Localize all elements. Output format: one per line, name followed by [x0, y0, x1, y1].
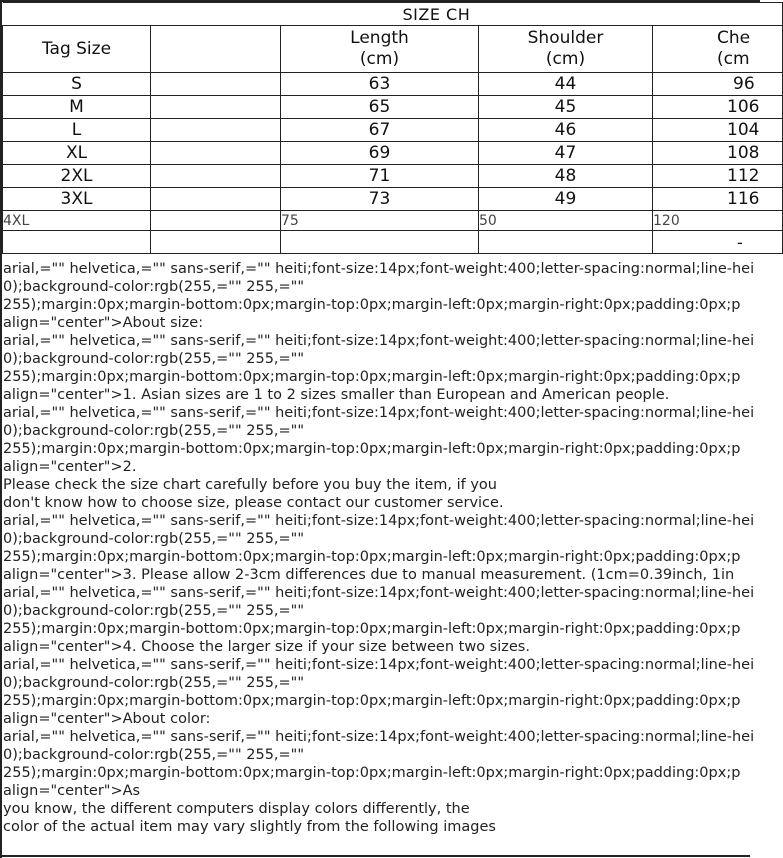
- note-line: arial,="" helvetica,="" sans-serif,="" heiti;font-size:14px;font-weight:400;letter-spacing:normal;line-hei: [3, 405, 755, 421]
- note-line: 255);margin:0px;margin-bottom:0px;margin-top:0px;margin-left:0px;margin-right:0px;padding:0px;p: [3, 621, 741, 637]
- note-line: 0);background-color:rgb(255,="" 255,="": [3, 351, 305, 367]
- size-notes-text: [3, 260, 755, 836]
- chest-cell: 96: [653, 73, 783, 96]
- note-line: align="center">1. Asian sizes are 1 to 2 sizes smaller than European and American people.: [3, 387, 670, 403]
- chest-cell: 104: [653, 119, 783, 142]
- size-chart-title-row: [3, 3, 783, 26]
- size-chart-table: [2, 2, 783, 254]
- size-cell: 3XL: [3, 188, 151, 211]
- header-shoulder-unit: (cm): [545, 49, 586, 69]
- size-cell: 2XL: [3, 165, 151, 188]
- blank-cell: [151, 188, 281, 211]
- note-line: 0);background-color:rgb(255,="" 255,="": [3, 279, 305, 295]
- header-length-unit: (cm): [359, 49, 400, 69]
- table-row: [3, 73, 783, 96]
- length-cell: 67: [281, 119, 479, 142]
- size-cell: 4XL: [3, 211, 151, 231]
- length-cell: 63: [281, 73, 479, 96]
- size-cell: S: [3, 73, 151, 96]
- blank-cell: [3, 231, 151, 254]
- shoulder-cell: 46: [479, 119, 653, 142]
- note-line: 0);background-color:rgb(255,="" 255,="": [3, 603, 305, 619]
- blank-cell: [151, 142, 281, 165]
- chest-cell: -: [653, 231, 783, 254]
- note-line: align="center">About color:: [3, 711, 211, 727]
- blank-cell: [479, 231, 653, 254]
- note-line: arial,="" helvetica,="" sans-serif,="" heiti;font-size:14px;font-weight:400;letter-spacing:normal;line-hei: [3, 729, 755, 745]
- shoulder-cell: 45: [479, 96, 653, 119]
- header-shoulder-label: Shoulder: [527, 28, 604, 48]
- note-line: align="center">About size:: [3, 315, 204, 331]
- header-length: [281, 26, 479, 73]
- chest-cell: 120: [653, 211, 783, 231]
- header-blank: [151, 26, 281, 73]
- table-row: [3, 188, 783, 211]
- table-row: [3, 96, 783, 119]
- note-line: 0);background-color:rgb(255,="" 255,="": [3, 747, 305, 763]
- length-cell: 71: [281, 165, 479, 188]
- size-cell: XL: [3, 142, 151, 165]
- shoulder-cell: 50: [479, 211, 653, 231]
- note-line: 255);margin:0px;margin-bottom:0px;margin-top:0px;margin-left:0px;margin-right:0px;padding:0px;p: [3, 549, 741, 565]
- chest-cell: 112: [653, 165, 783, 188]
- header-chest: [653, 26, 783, 73]
- length-cell: 65: [281, 96, 479, 119]
- blank-cell: [151, 231, 281, 254]
- shoulder-cell: 44: [479, 73, 653, 96]
- note-line: arial,="" helvetica,="" sans-serif,="" heiti;font-size:14px;font-weight:400;letter-spacing:normal;line-hei: [3, 261, 755, 277]
- blank-cell: [151, 119, 281, 142]
- table-row-4xl: [3, 211, 783, 231]
- shoulder-cell: 47: [479, 142, 653, 165]
- chest-cell: 106: [653, 96, 783, 119]
- size-cell: M: [3, 96, 151, 119]
- size-cell: L: [3, 119, 151, 142]
- shoulder-cell: 48: [479, 165, 653, 188]
- note-line: align="center">3. Please allow 2-3cm differences due to manual measurement. (1cm=0.39inch, 1in: [3, 567, 735, 583]
- note-line: 255);margin:0px;margin-bottom:0px;margin-top:0px;margin-left:0px;margin-right:0px;padding:0px;p: [3, 441, 741, 457]
- blank-cell: [151, 96, 281, 119]
- note-line: align="center">2.: [3, 459, 137, 475]
- note-line: arial,="" helvetica,="" sans-serif,="" heiti;font-size:14px;font-weight:400;letter-spacing:normal;line-hei: [3, 333, 755, 349]
- note-line: align="center">4. Choose the larger size if your size between two sizes.: [3, 639, 530, 655]
- note-line: arial,="" helvetica,="" sans-serif,="" heiti;font-size:14px;font-weight:400;letter-spacing:normal;line-hei: [3, 585, 755, 601]
- table-row-blank: [3, 231, 783, 254]
- note-line: don't know how to choose size, please contact our customer service.: [3, 495, 504, 511]
- header-shoulder: [479, 26, 653, 73]
- length-cell: 69: [281, 142, 479, 165]
- note-line: 0);background-color:rgb(255,="" 255,="": [3, 675, 305, 691]
- header-length-label: Length: [350, 28, 409, 48]
- note-line: 0);background-color:rgb(255,="" 255,="": [3, 423, 305, 439]
- shoulder-cell: 49: [479, 188, 653, 211]
- blank-cell: [281, 231, 479, 254]
- length-cell: 75: [281, 211, 479, 231]
- note-line: 255);margin:0px;margin-bottom:0px;margin-top:0px;margin-left:0px;margin-right:0px;padding:0px;p: [3, 369, 741, 385]
- note-line: 255);margin:0px;margin-bottom:0px;margin-top:0px;margin-left:0px;margin-right:0px;padding:0px;p: [3, 765, 741, 781]
- note-line: 255);margin:0px;margin-bottom:0px;margin-top:0px;margin-left:0px;margin-right:0px;padding:0px;p: [3, 693, 741, 709]
- header-chest-unit: (cm: [717, 49, 750, 69]
- blank-cell: [151, 211, 281, 231]
- note-line: 255);margin:0px;margin-bottom:0px;margin-top:0px;margin-left:0px;margin-right:0px;padding:0px;p: [3, 297, 741, 313]
- note-line: you know, the different computers display colors differently, the: [3, 801, 470, 817]
- header-chest-label: Che: [717, 28, 751, 48]
- blank-cell: [151, 165, 281, 188]
- note-line: arial,="" helvetica,="" sans-serif,="" heiti;font-size:14px;font-weight:400;letter-spacing:normal;line-hei: [3, 657, 755, 673]
- note-line: 0);background-color:rgb(255,="" 255,="": [3, 531, 305, 547]
- size-chart-title: SIZE CH: [3, 3, 783, 26]
- note-line: align="center">As: [3, 783, 141, 799]
- note-line: Please check the size chart carefully before you buy the item, if you: [3, 477, 497, 493]
- table-row: [3, 142, 783, 165]
- length-cell: 73: [281, 188, 479, 211]
- table-row: [3, 165, 783, 188]
- header-tag-size: Tag Size: [3, 26, 151, 73]
- bottom-divider: [0, 855, 750, 857]
- note-line: arial,="" helvetica,="" sans-serif,="" heiti;font-size:14px;font-weight:400;letter-spacing:normal;line-hei: [3, 513, 755, 529]
- note-line: color of the actual item may vary slightly from the following images: [3, 819, 496, 835]
- blank-cell: [151, 73, 281, 96]
- table-row: [3, 119, 783, 142]
- chest-cell: 116: [653, 188, 783, 211]
- header-row: [3, 26, 783, 73]
- chest-cell: 108: [653, 142, 783, 165]
